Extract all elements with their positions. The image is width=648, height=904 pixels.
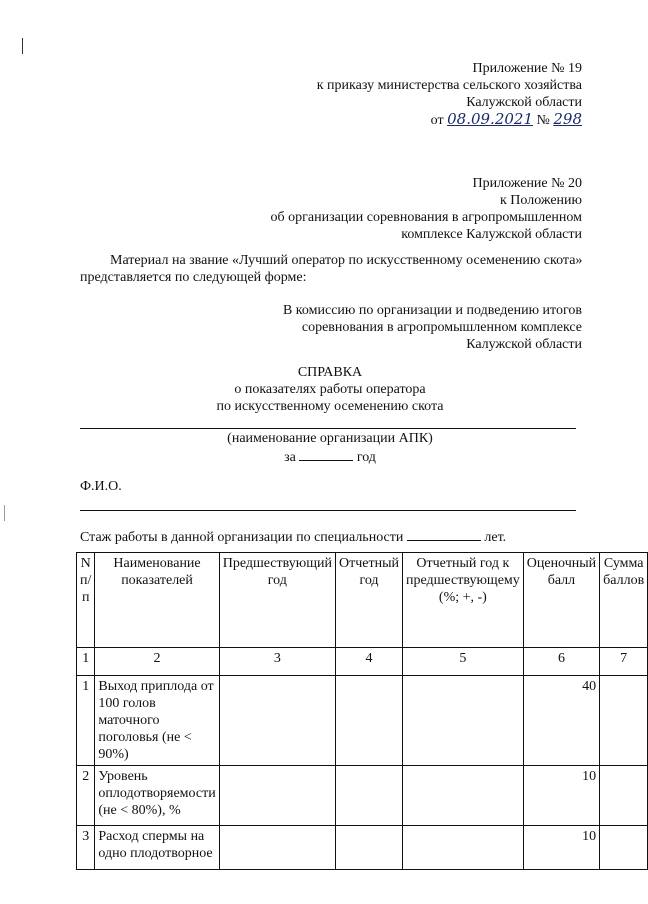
row-name: Расход спермы на одно плодотворное — [95, 826, 219, 870]
experience-suffix: лет. — [484, 530, 507, 545]
scan-mark — [4, 505, 5, 521]
number-sign: № — [536, 113, 550, 128]
row-score: 10 — [523, 826, 599, 870]
addressee-line2: соревнования в агропромышленном комплексе — [301, 320, 582, 335]
row-sum[interactable] — [600, 826, 648, 870]
appendix20-line2: об организации соревнования в агропромышленном — [270, 210, 582, 225]
doc-title-line2: по искусственному осеменению скота — [216, 399, 444, 414]
number-cell: 2 — [95, 648, 219, 676]
row-prev-year[interactable] — [219, 826, 335, 870]
table-number-row — [77, 648, 648, 676]
header-cell: Отчетный год — [336, 553, 403, 648]
addressee-block — [182, 302, 582, 353]
doc-title-block — [80, 364, 580, 415]
row-score: 40 — [523, 676, 599, 766]
number-handwritten: 298 — [553, 110, 582, 128]
year-blank[interactable] — [299, 447, 353, 461]
row-ratio[interactable] — [403, 826, 524, 870]
org-caption: (наименование организации АПК) — [227, 431, 433, 446]
org-year-line — [80, 447, 580, 466]
table-row — [77, 766, 648, 826]
header-cell: Наименование показателей — [95, 553, 219, 648]
number-cell: 3 — [219, 648, 335, 676]
doc-title: СПРАВКА — [297, 365, 363, 380]
appendix19-line2: Калужской области — [466, 95, 582, 110]
appendix20-line3: комплексе Калужской области — [401, 227, 582, 242]
row-prev-year[interactable] — [219, 766, 335, 826]
number-cell: 1 — [77, 648, 95, 676]
intro-line1: Материал на звание «Лучший оператор по искусственному осеменению скота» — [110, 253, 583, 268]
appendix19-title: Приложение № 19 — [472, 61, 582, 76]
row-name: Уровень оплодотворяемости (не < 80%), % — [95, 766, 219, 826]
row-report-year[interactable] — [336, 676, 403, 766]
number-cell: 5 — [403, 648, 524, 676]
addressee-line3: Калужской области — [466, 337, 582, 352]
number-cell: 4 — [336, 648, 403, 676]
scan-mark — [22, 38, 23, 54]
experience-line — [80, 527, 506, 546]
header-cell: Сумма баллов — [600, 553, 648, 648]
addressee-line1: В комиссию по организации и подведению итогов — [282, 303, 582, 318]
row-number: 1 — [77, 676, 95, 766]
intro-line2: представляется по следующей форме: — [80, 270, 307, 285]
fio-label: Ф.И.О. — [80, 479, 122, 494]
row-report-year[interactable] — [336, 826, 403, 870]
appendix19-date-line — [182, 111, 582, 129]
indicators-table — [76, 552, 648, 870]
row-ratio[interactable] — [403, 676, 524, 766]
appendix20-block — [182, 175, 582, 243]
row-name: Выход приплода от 100 голов маточного поголовья (не < 90%) — [95, 676, 219, 766]
fio-line[interactable] — [80, 510, 576, 511]
year-suffix: год — [356, 450, 376, 465]
row-sum[interactable] — [600, 676, 648, 766]
org-name-line[interactable] — [80, 428, 576, 429]
experience-blank[interactable] — [407, 527, 481, 541]
appendix20-title: Приложение № 20 — [472, 176, 582, 191]
date-handwritten: 08.09.2021 — [447, 110, 533, 128]
row-score: 10 — [523, 766, 599, 826]
row-prev-year[interactable] — [219, 676, 335, 766]
appendix19-block — [182, 60, 582, 129]
header-cell: N п/п — [77, 553, 95, 648]
number-cell: 7 — [600, 648, 648, 676]
row-ratio[interactable] — [403, 766, 524, 826]
number-cell: 6 — [523, 648, 599, 676]
experience-prefix: Стаж работы в данной организации по специальности — [80, 530, 404, 545]
header-cell: Отчетный год к предшествующему (%; +, -) — [403, 553, 524, 648]
header-cell: Оценочный балл — [523, 553, 599, 648]
header-cell: Предшествующий год — [219, 553, 335, 648]
table-row — [77, 676, 648, 766]
row-report-year[interactable] — [336, 766, 403, 826]
row-sum[interactable] — [600, 766, 648, 826]
row-number: 3 — [77, 826, 95, 870]
date-prefix: от — [430, 113, 444, 128]
appendix19-line1: к приказу министерства сельского хозяйства — [316, 78, 582, 93]
year-prefix: за — [284, 450, 296, 465]
table-header-row — [77, 553, 648, 648]
appendix20-line1: к Положению — [499, 193, 582, 208]
table-row — [77, 826, 648, 870]
row-number: 2 — [77, 766, 95, 826]
doc-title-line1: о показателях работы оператора — [234, 382, 426, 397]
